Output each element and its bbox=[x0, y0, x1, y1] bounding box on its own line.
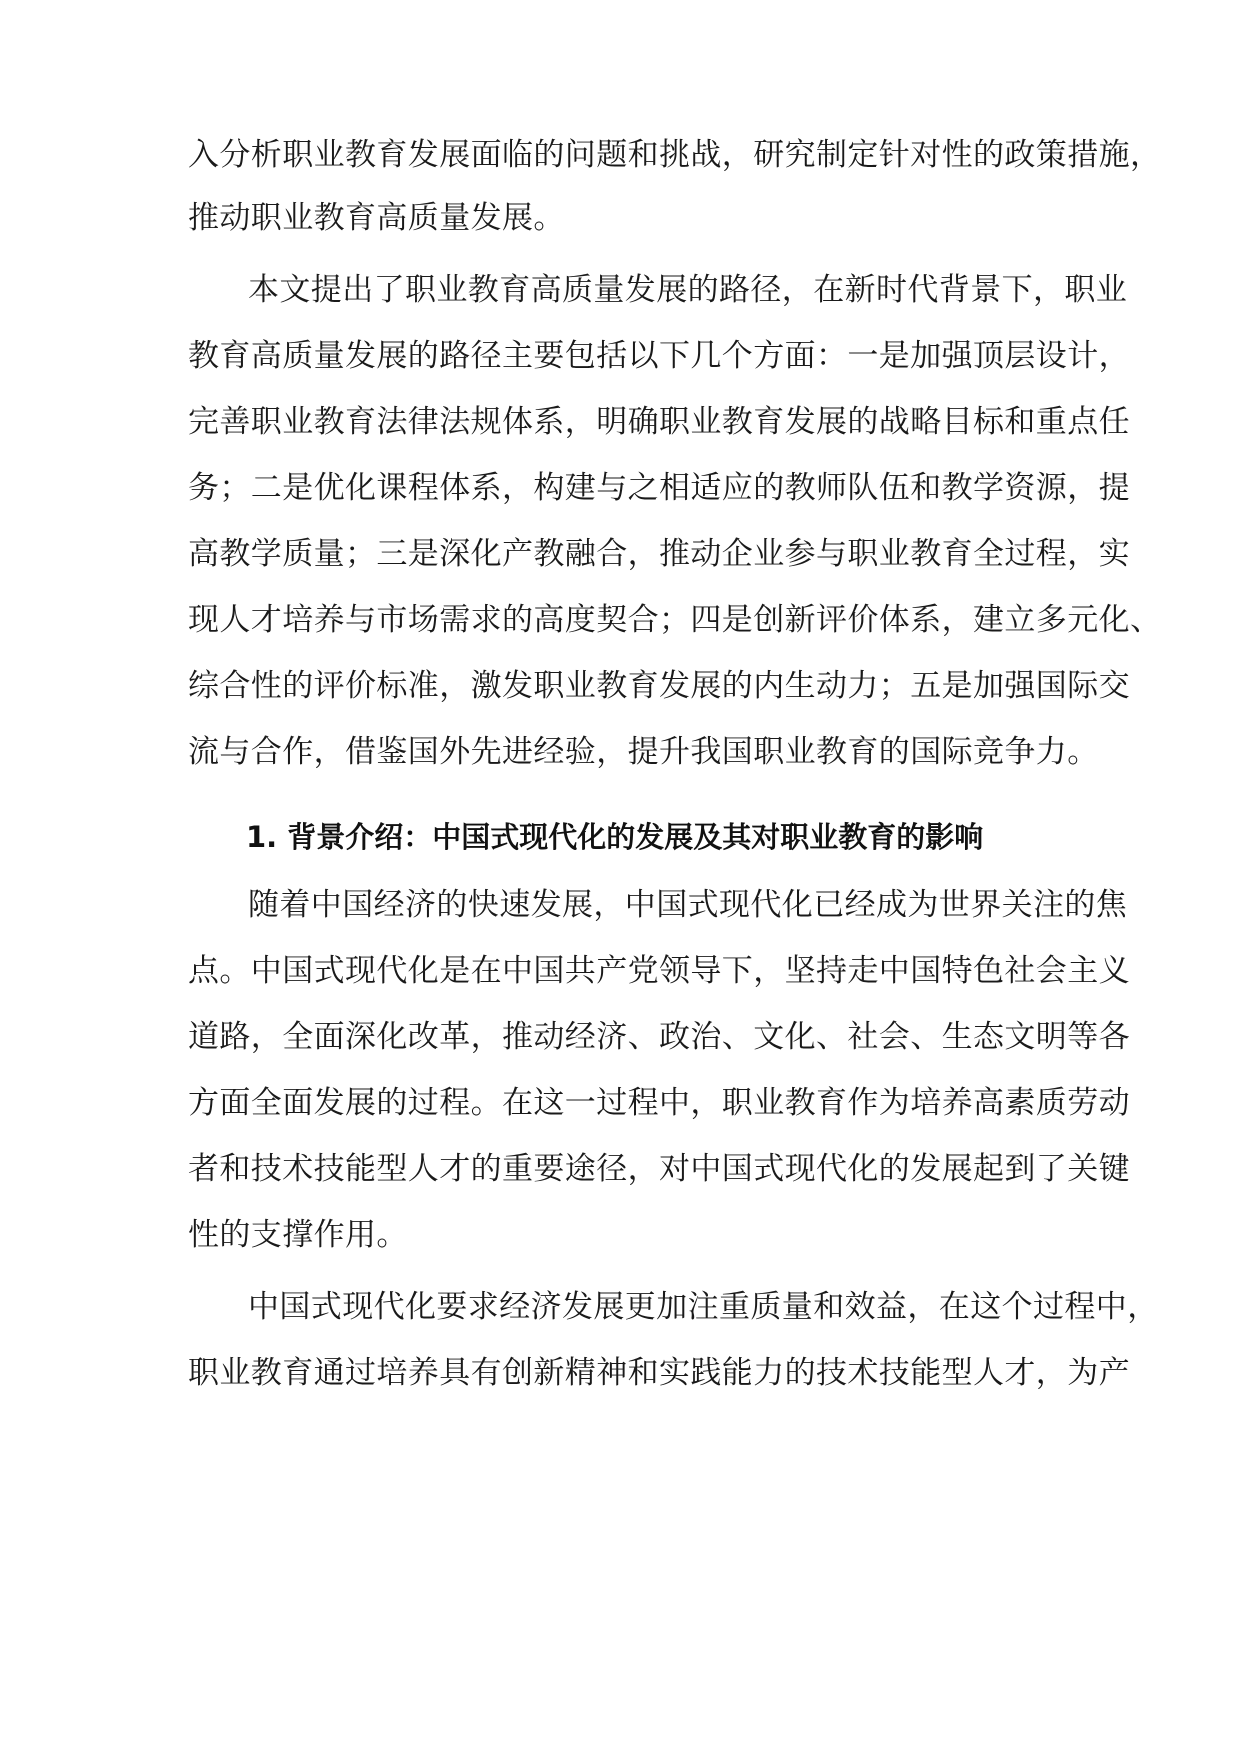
paragraph-2-line-5: 高教学质量；三是深化产教融合，推动企业参与职业教育全过程，实 bbox=[188, 536, 1130, 572]
paragraph-3-line-3: 道路，全面深化改革，推动经济、政治、文化、社会、生态文明等各 bbox=[188, 1019, 1130, 1055]
paragraph-3-line-1: 随着中国经济的快速发展，中国式现代化已经成为世界关注的焦 bbox=[248, 887, 1128, 923]
paragraph-3-line-2: 点。中国式现代化是在中国共产党领导下，坚持走中国特色社会主义 bbox=[188, 953, 1130, 989]
paragraph-3-line-5: 者和技术技能型人才的重要途径，对中国式现代化的发展起到了关键 bbox=[188, 1151, 1130, 1187]
paragraph-3-line-4: 方面全面发展的过程。在这一过程中，职业教育作为培养高素质劳动 bbox=[188, 1085, 1130, 1121]
paragraph-2-line-8: 流与合作，借鉴国外先进经验，提升我国职业教育的国际竞争力。 bbox=[188, 734, 1099, 770]
section-heading: 1. 背景介绍：中国式现代化的发展及其对职业教育的影响 bbox=[246, 820, 984, 854]
paragraph-4-line-2: 职业教育通过培养具有创新精神和实践能力的技术技能型人才，为产 bbox=[188, 1355, 1130, 1391]
paragraph-2-line-1: 本文提出了职业教育高质量发展的路径，在新时代背景下，职业 bbox=[248, 272, 1128, 308]
paragraph-1-line-2: 推动职业教育高质量发展。 bbox=[188, 200, 565, 236]
paragraph-3-line-6: 性的支撑作用。 bbox=[188, 1217, 408, 1253]
paragraph-2-line-6: 现人才培养与市场需求的高度契合；四是创新评价体系，建立多元化、 bbox=[188, 602, 1162, 638]
paragraph-2-line-3: 完善职业教育法律法规体系，明确职业教育发展的战略目标和重点任 bbox=[188, 404, 1130, 440]
paragraph-1-line-1: 入分析职业教育发展面临的问题和挑战，研究制定针对性的政策措施， bbox=[188, 137, 1162, 173]
paragraph-2-line-4: 务；二是优化课程体系，构建与之相适应的教师队伍和教学资源，提 bbox=[188, 470, 1130, 506]
paragraph-2-line-2: 教育高质量发展的路径主要包括以下几个方面：一是加强顶层设计， bbox=[188, 338, 1130, 374]
paragraph-2-line-7: 综合性的评价标准，激发职业教育发展的内生动力；五是加强国际交 bbox=[188, 668, 1130, 704]
paragraph-4-line-1: 中国式现代化要求经济发展更加注重质量和效益，在这个过程中， bbox=[248, 1289, 1159, 1325]
